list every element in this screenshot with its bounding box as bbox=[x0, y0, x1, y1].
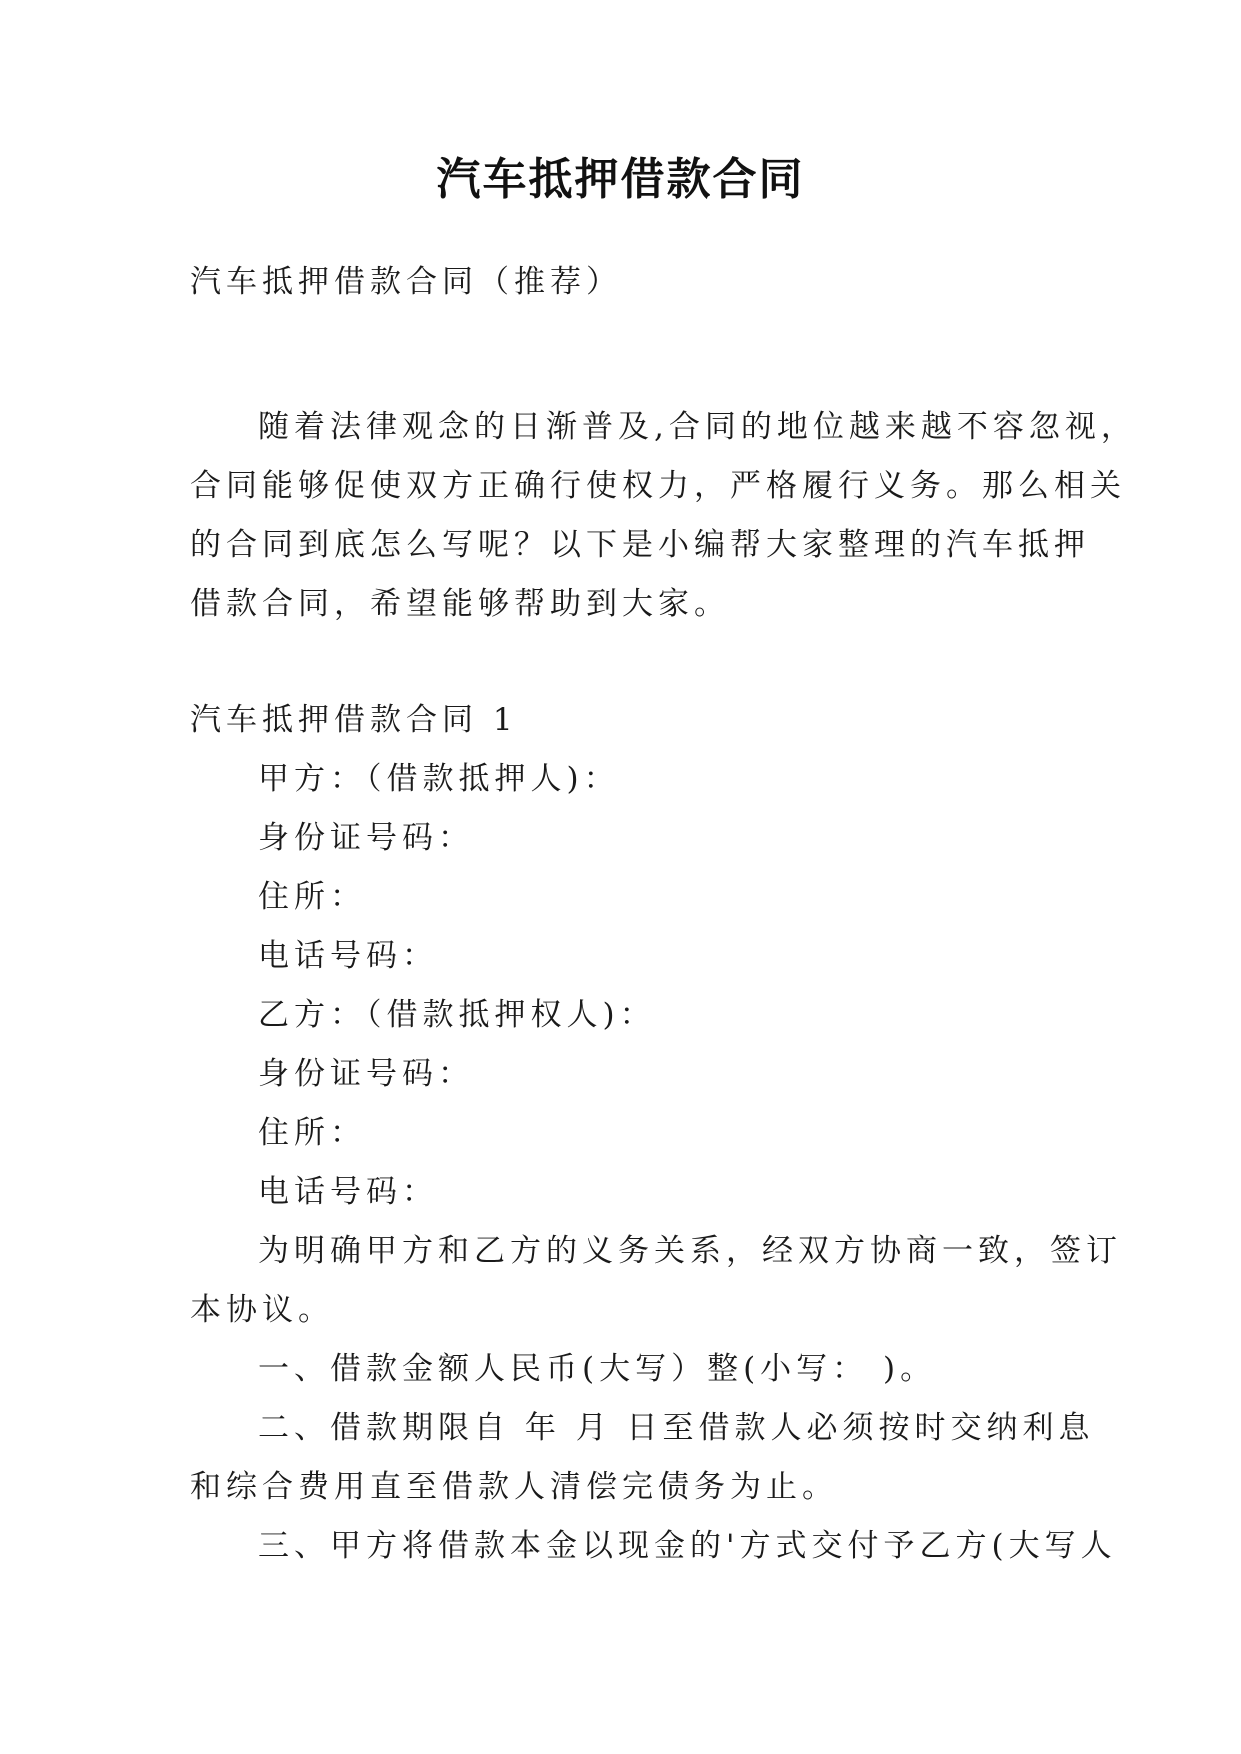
clause-1: 一、借款金额人民币(大写）整(小写： )。 bbox=[258, 1351, 937, 1387]
intro-line-4: 借款合同，希望能够帮助到大家。 bbox=[190, 586, 730, 622]
party-b-id: 身份证号码： bbox=[258, 1056, 474, 1092]
clause-2-line-1: 二、借款期限自 年 月 日至借款人必须按时交纳利息 bbox=[258, 1410, 1095, 1446]
clause-3: 三、甲方将借款本金以现金的'方式交付予乙方(大写人 bbox=[258, 1528, 1117, 1564]
document-subtitle: 汽车抵押借款合同（推荐） bbox=[190, 264, 622, 300]
party-a-label: 甲方：（借款抵押人)： bbox=[258, 761, 620, 797]
document-title: 汽车抵押借款合同 bbox=[436, 154, 805, 205]
party-a-phone: 电话号码： bbox=[258, 938, 438, 974]
intro-line-1: 随着法律观念的日渐普及,合同的地位越来越不容忽视， bbox=[258, 409, 1137, 445]
intro-line-3: 的合同到底怎么写呢？以下是小编帮大家整理的汽车抵押 bbox=[190, 527, 1090, 563]
party-a-address: 住所： bbox=[258, 879, 366, 915]
party-b-label: 乙方：（借款抵押权人)： bbox=[258, 997, 656, 1033]
preamble-line-1: 为明确甲方和乙方的义务关系，经双方协商一致，签订 bbox=[258, 1233, 1122, 1269]
party-a-id: 身份证号码： bbox=[258, 820, 474, 856]
party-b-phone: 电话号码： bbox=[258, 1174, 438, 1210]
intro-line-2: 合同能够促使双方正确行使权力，严格履行义务。那么相关 bbox=[190, 468, 1126, 504]
party-b-address: 住所： bbox=[258, 1115, 366, 1151]
clause-2-line-2: 和综合费用直至借款人清偿完债务为止。 bbox=[190, 1469, 838, 1505]
section-heading: 汽车抵押借款合同 1 bbox=[190, 702, 518, 738]
preamble-line-2: 本协议。 bbox=[190, 1292, 334, 1328]
